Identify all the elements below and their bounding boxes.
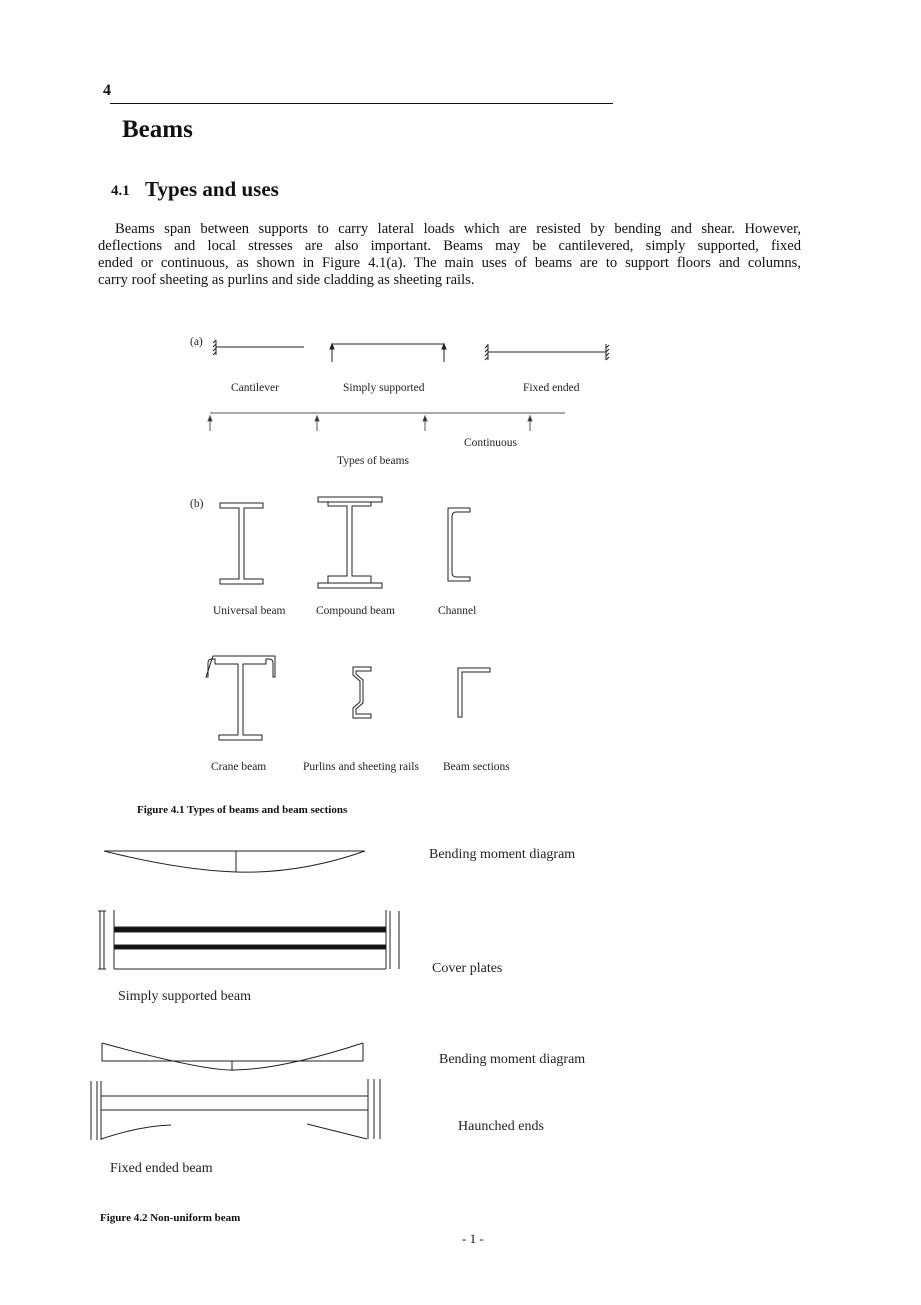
chapter-title: Beams xyxy=(122,116,193,143)
simply-supported-beam-elevation xyxy=(98,910,399,969)
continuous-label: Continuous xyxy=(464,437,518,449)
bmd-label-1: Bending moment diagram xyxy=(429,847,576,862)
simply-supported-label: Simply supported xyxy=(343,382,425,394)
paragraph-line: deflections and local stresses are also important. Beams may be cantilevered, simply supported, fixed xyxy=(98,238,801,254)
simply-supported-diagram xyxy=(330,344,446,362)
purlin-section xyxy=(353,667,371,718)
part-b-label: (b) xyxy=(190,498,204,510)
simply-supported-beam-label: Simply supported beam xyxy=(118,989,251,1004)
types-of-beams-label: Types of beams xyxy=(337,455,410,467)
fixed-ended-label: Fixed ended xyxy=(523,382,580,394)
beam-sections-label: Beam sections xyxy=(443,761,510,773)
channel-section xyxy=(448,508,470,581)
simply-supported-bmd xyxy=(104,851,365,872)
paragraph-line: Beams span between supports to carry lateral loads which are resisted by bending and shear. However, xyxy=(115,221,801,237)
compound-beam-label: Compound beam xyxy=(316,605,395,617)
channel-label: Channel xyxy=(438,605,477,617)
fixed-ended-diagram xyxy=(485,344,609,360)
universal-beam-section xyxy=(220,503,263,584)
continuous-diagram xyxy=(208,413,565,431)
compound-beam-section xyxy=(318,497,382,588)
purlins-label: Purlins and sheeting rails xyxy=(303,761,419,773)
chapter-number: 4 xyxy=(103,82,111,99)
fixed-ended-beam-elevation xyxy=(91,1079,380,1140)
figure-4-1-caption: Figure 4.1 Types of beams and beam sections xyxy=(137,804,348,816)
crane-beam-label: Crane beam xyxy=(211,761,267,773)
fixed-ended-beam-label: Fixed ended beam xyxy=(110,1161,213,1176)
fixed-ended-bmd xyxy=(102,1043,363,1071)
cover-plates-label: Cover plates xyxy=(432,961,503,976)
paragraph-line: ended or continuous, as shown in Figure 4.1(a). The main uses of beams are to support floors and columns, xyxy=(98,255,801,271)
angle-section xyxy=(458,668,490,717)
paragraph-line: carry roof sheeting as purlins and side cladding as sheeting rails. xyxy=(98,272,475,288)
universal-beam-label: Universal beam xyxy=(213,605,286,617)
page-number: - 1 - xyxy=(462,1231,484,1246)
cantilever-diagram xyxy=(213,340,304,355)
part-a-label: (a) xyxy=(190,336,203,348)
bmd-label-2: Bending moment diagram xyxy=(439,1052,586,1067)
cantilever-label: Cantilever xyxy=(231,382,279,394)
haunched-ends-label: Haunched ends xyxy=(458,1119,544,1134)
crane-beam-section xyxy=(206,656,275,740)
figure-4-2-caption: Figure 4.2 Non-uniform beam xyxy=(100,1212,241,1224)
section-number: 4.1 xyxy=(111,183,130,199)
section-title: Types and uses xyxy=(145,177,279,201)
